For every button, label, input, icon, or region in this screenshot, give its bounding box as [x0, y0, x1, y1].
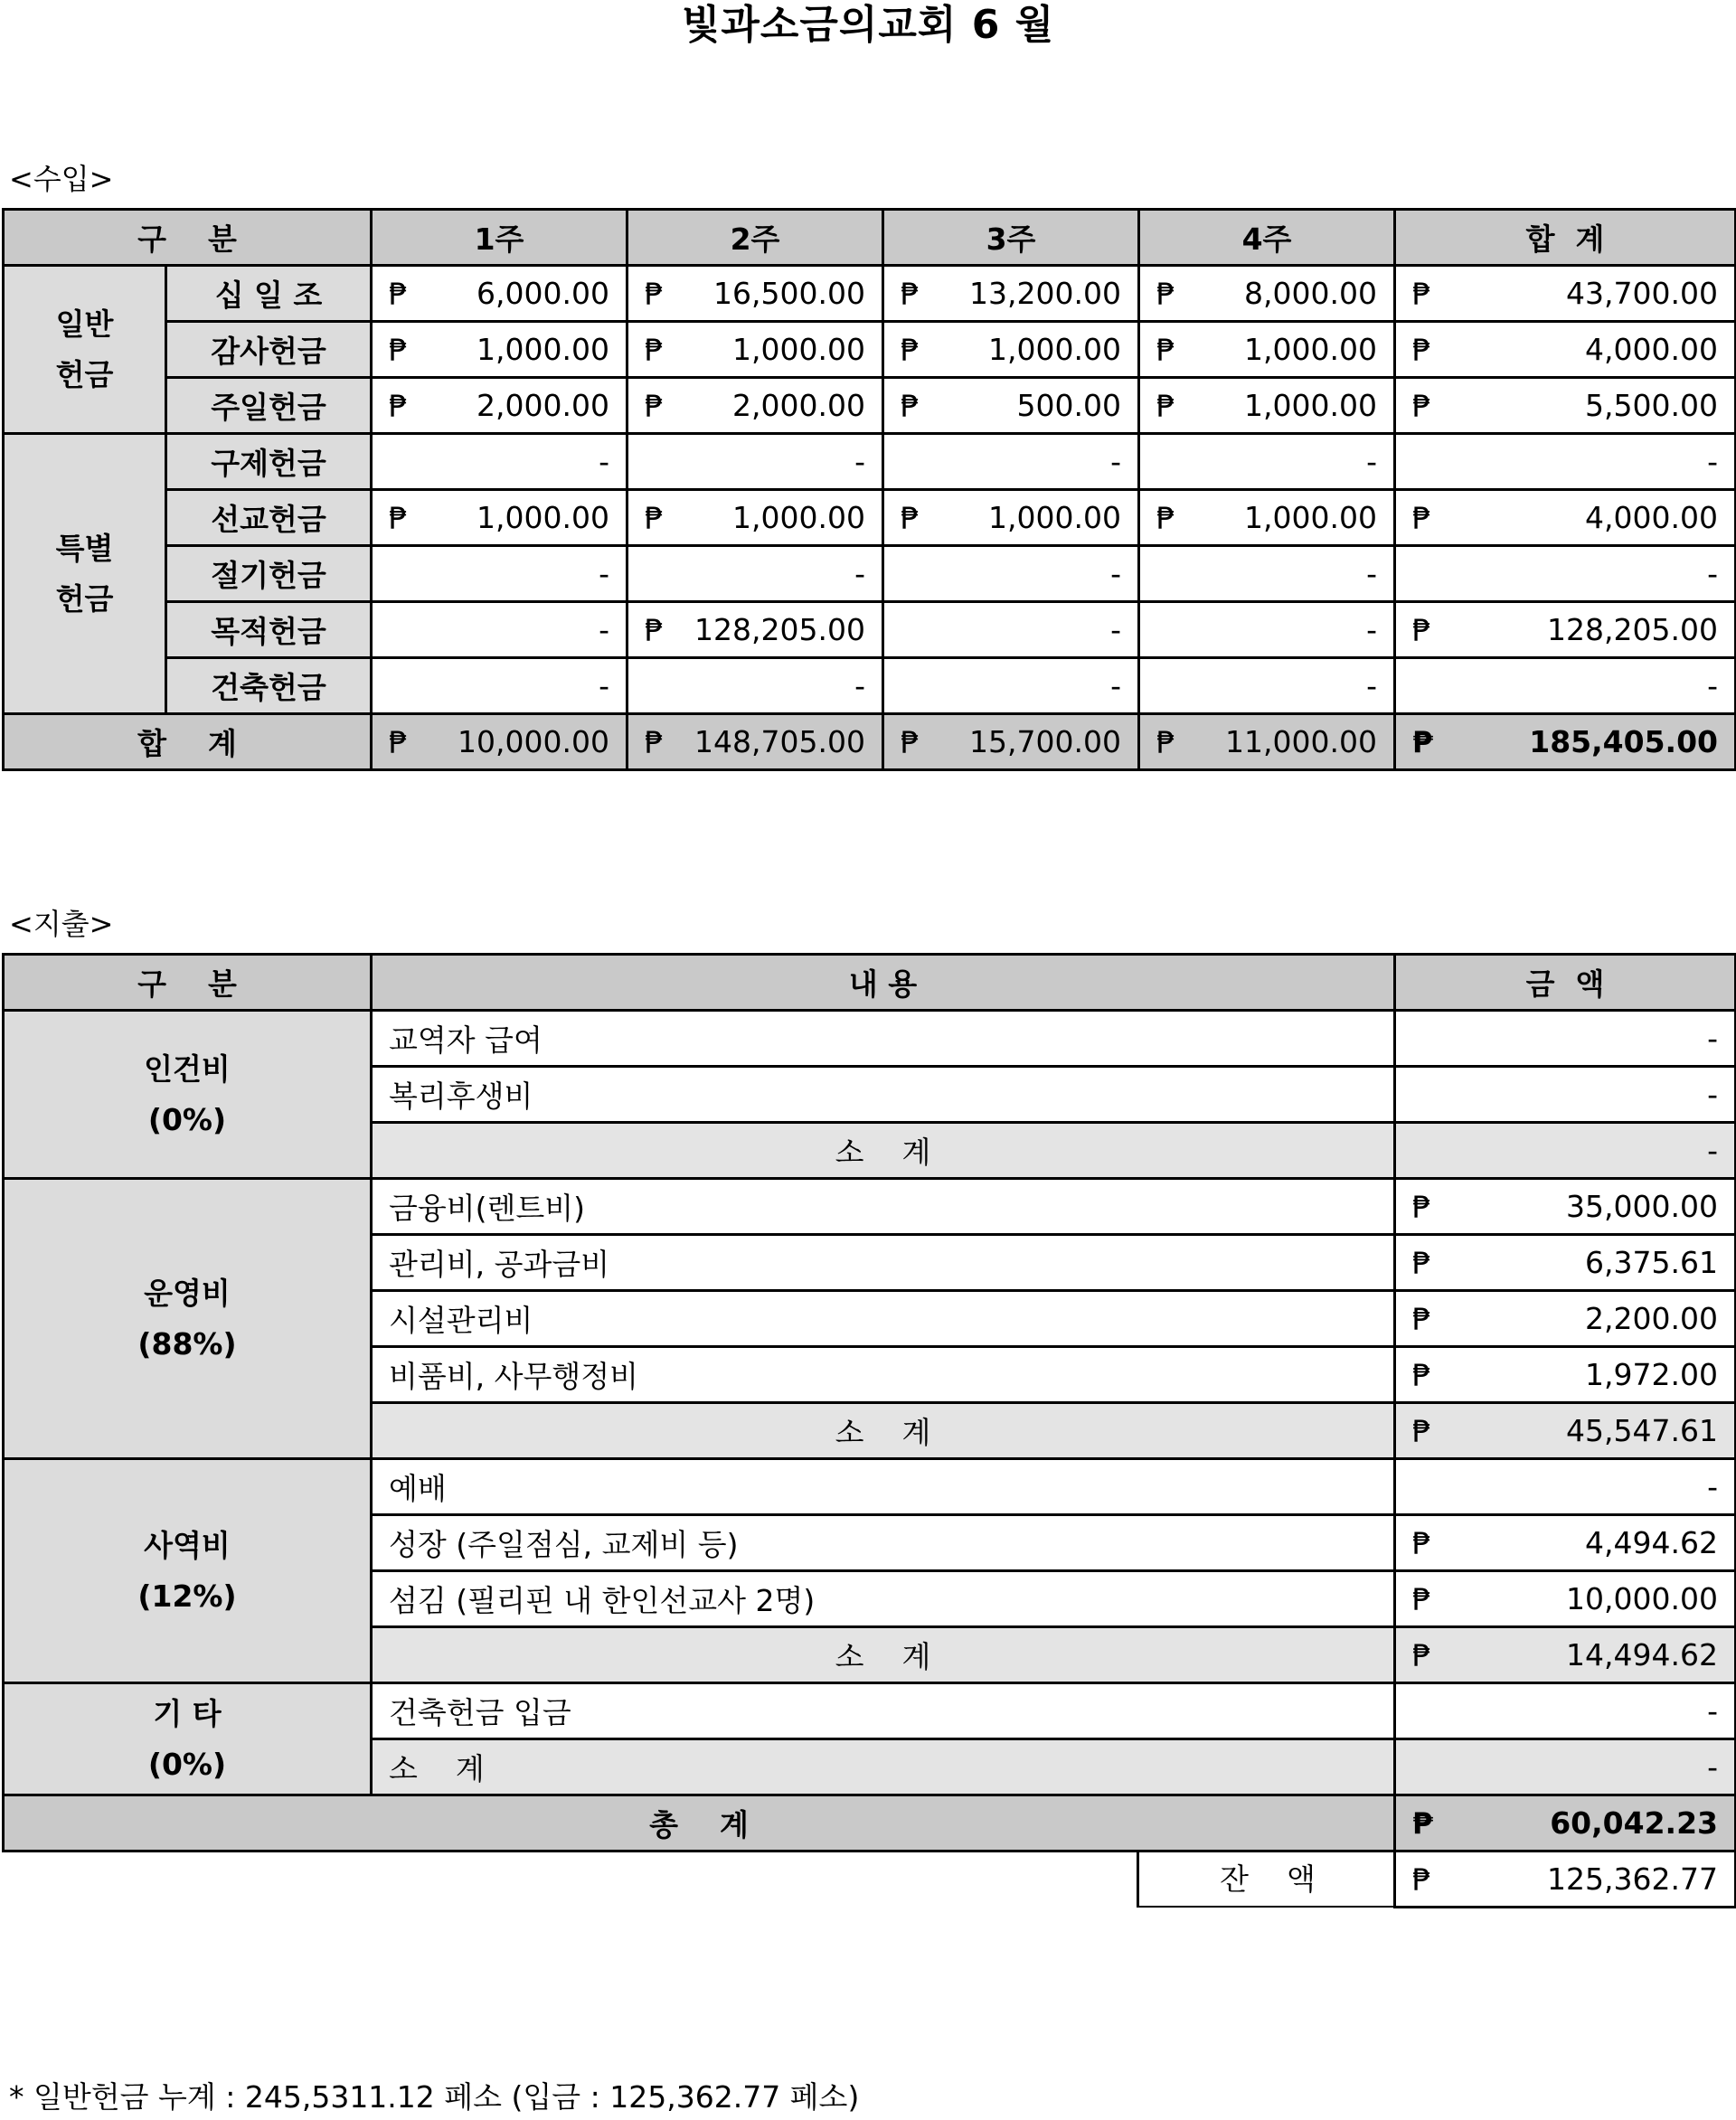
- expense-grand-total-label: 총 계: [4, 1795, 1395, 1851]
- income-w2-cell: [627, 602, 883, 658]
- balance-amount: [1395, 1851, 1736, 1908]
- expense-content: 교역자 급여: [372, 1011, 1395, 1067]
- amount-value: 148,705.00: [694, 724, 865, 759]
- peso-sign: ₱: [901, 332, 920, 367]
- expense-subtotal-amount: [1395, 1403, 1736, 1459]
- peso-sign: ₱: [645, 276, 664, 311]
- peso-sign: ₱: [1412, 1861, 1431, 1897]
- peso-sign: ₱: [1156, 332, 1175, 367]
- peso-sign: ₱: [1412, 388, 1431, 423]
- peso-sign: ₱: [645, 332, 664, 367]
- income-w4-cell: [1139, 322, 1395, 378]
- income-total-w3: [883, 714, 1139, 770]
- expense-group-label: 기 타 (0%): [4, 1683, 372, 1795]
- amount-value: -: [1707, 1693, 1718, 1729]
- amount-value: -: [1707, 1077, 1718, 1112]
- income-total-cell: [1395, 266, 1736, 322]
- income-w3-cell: [883, 546, 1139, 602]
- income-w4-cell: [1139, 546, 1395, 602]
- amount-value: 1,000.00: [1244, 388, 1377, 423]
- expense-subtotal-label: 소 계: [372, 1739, 1395, 1795]
- income-item-label: 건축헌금: [166, 658, 372, 714]
- income-row: [4, 434, 1736, 490]
- income-w2-cell: [627, 322, 883, 378]
- amount-value: -: [1110, 556, 1121, 591]
- amount-value: 1,000.00: [1244, 500, 1377, 535]
- expense-subtotal-amount: [1395, 1123, 1736, 1179]
- expense-content: 성장 (주일점심, 교제비 등): [372, 1515, 1395, 1571]
- income-w3-cell: [883, 378, 1139, 434]
- header-category: 구 분: [4, 210, 372, 266]
- expense-amount-cell: [1395, 1347, 1736, 1403]
- amount-value: -: [599, 444, 609, 479]
- header-amount: 금 액: [1395, 955, 1736, 1011]
- income-w1-cell: [372, 378, 627, 434]
- expense-table: [2, 953, 1736, 1908]
- income-total-cell: [1395, 490, 1736, 546]
- peso-sign: ₱: [389, 724, 408, 759]
- expense-row: [4, 1179, 1736, 1235]
- expense-subtotal-amount: [1395, 1627, 1736, 1683]
- amount-value: 60,042.23: [1550, 1805, 1718, 1841]
- peso-sign: ₱: [901, 276, 920, 311]
- expense-amount-cell: [1395, 1179, 1736, 1235]
- amount-value: 4,000.00: [1585, 332, 1718, 367]
- amount-value: -: [1110, 668, 1121, 703]
- amount-value: 125,362.77: [1547, 1861, 1718, 1897]
- amount-value: 35,000.00: [1566, 1189, 1718, 1224]
- amount-value: -: [1707, 1133, 1718, 1168]
- expense-grand-total-row: [4, 1795, 1736, 1851]
- expense-content: 복리후생비: [372, 1067, 1395, 1123]
- amount-value: 5,500.00: [1585, 388, 1718, 423]
- balance-label: 잔 액: [1137, 1852, 1395, 1908]
- amount-value: 2,200.00: [1585, 1301, 1718, 1336]
- amount-value: 6,375.61: [1585, 1245, 1718, 1280]
- peso-sign: ₱: [1412, 1245, 1431, 1280]
- peso-sign: ₱: [1156, 388, 1175, 423]
- amount-value: 1,000.00: [732, 332, 865, 367]
- income-group-label: 일반 헌금: [4, 266, 166, 434]
- peso-sign: ₱: [645, 500, 664, 535]
- peso-sign: ₱: [1412, 1805, 1433, 1841]
- income-section-label: <수입>: [9, 162, 114, 196]
- expense-row: [4, 1683, 1736, 1739]
- amount-value: -: [854, 668, 865, 703]
- peso-sign: ₱: [1412, 612, 1431, 647]
- amount-value: 500.00: [1016, 388, 1121, 423]
- header-w3: 3주: [883, 210, 1139, 266]
- income-total-cell: [1395, 658, 1736, 714]
- income-total-w4: [1139, 714, 1395, 770]
- peso-sign: ₱: [1156, 500, 1175, 535]
- amount-value: 1,972.00: [1585, 1357, 1718, 1392]
- income-w1-cell: [372, 266, 627, 322]
- amount-value: -: [854, 444, 865, 479]
- expense-header-row: [4, 955, 1736, 1011]
- income-w2-cell: [627, 658, 883, 714]
- peso-sign: ₱: [1412, 1413, 1431, 1448]
- amount-value: -: [599, 612, 609, 647]
- expense-subtotal-label: 소 계: [372, 1627, 1395, 1683]
- peso-sign: ₱: [645, 612, 664, 647]
- income-item-label: 절기헌금: [166, 546, 372, 602]
- amount-value: 45,547.61: [1566, 1413, 1718, 1448]
- income-w1-cell: [372, 658, 627, 714]
- expense-content: 관리비, 공과금비: [372, 1235, 1395, 1291]
- peso-sign: ₱: [389, 276, 408, 311]
- income-total-label: 합 계: [4, 714, 372, 770]
- peso-sign: ₱: [1156, 724, 1175, 759]
- income-total-cell: [1395, 434, 1736, 490]
- amount-value: 1,000.00: [732, 500, 865, 535]
- income-total-row: [4, 714, 1736, 770]
- peso-sign: ₱: [1156, 276, 1175, 311]
- balance-spacer: [4, 1851, 372, 1908]
- expense-row: [4, 1011, 1736, 1067]
- income-total-w2: [627, 714, 883, 770]
- amount-value: 15,700.00: [969, 724, 1121, 759]
- income-w3-cell: [883, 658, 1139, 714]
- header-w2: 2주: [627, 210, 883, 266]
- footnote: * 일반헌금 누계 : 245,5311.12 페소 (입금 : 125,362.77 페소): [9, 2079, 860, 2115]
- income-w4-cell: [1139, 266, 1395, 322]
- income-item-label: 감사헌금: [166, 322, 372, 378]
- balance-row: [4, 1851, 1736, 1908]
- header-total: 합 계: [1395, 210, 1736, 266]
- income-w3-cell: [883, 602, 1139, 658]
- peso-sign: ₱: [1412, 1581, 1431, 1616]
- amount-value: 10,000.00: [458, 724, 609, 759]
- amount-value: -: [1707, 668, 1718, 703]
- income-row: [4, 322, 1736, 378]
- amount-value: 1,000.00: [476, 332, 609, 367]
- amount-value: 11,000.00: [1225, 724, 1377, 759]
- income-w4-cell: [1139, 602, 1395, 658]
- income-w1-cell: [372, 602, 627, 658]
- income-row: [4, 266, 1736, 322]
- income-header-row: [4, 210, 1736, 266]
- amount-value: 6,000.00: [476, 276, 609, 311]
- income-item-label: 구제헌금: [166, 434, 372, 490]
- expense-amount-cell: [1395, 1515, 1736, 1571]
- header-w4: 4주: [1139, 210, 1395, 266]
- amount-value: 2,000.00: [476, 388, 609, 423]
- expense-amount-cell: [1395, 1683, 1736, 1739]
- expense-amount-cell: [1395, 1571, 1736, 1627]
- peso-sign: ₱: [901, 388, 920, 423]
- amount-value: 1,000.00: [988, 332, 1121, 367]
- expense-grand-total-amount: [1395, 1795, 1736, 1851]
- expense-amount-cell: [1395, 1235, 1736, 1291]
- expense-content: 비품비, 사무행정비: [372, 1347, 1395, 1403]
- income-group-label: 특별 헌금: [4, 434, 166, 714]
- income-total-cell: [1395, 378, 1736, 434]
- peso-sign: ₱: [389, 388, 408, 423]
- expense-group-label: 사역비 (12%): [4, 1459, 372, 1683]
- income-item-label: 십 일 조: [166, 266, 372, 322]
- peso-sign: ₱: [901, 724, 920, 759]
- expense-content: 예배: [372, 1459, 1395, 1515]
- income-row: [4, 658, 1736, 714]
- income-w4-cell: [1139, 658, 1395, 714]
- amount-value: 13,200.00: [969, 276, 1121, 311]
- expense-amount-cell: [1395, 1011, 1736, 1067]
- income-w2-cell: [627, 378, 883, 434]
- income-w3-cell: [883, 490, 1139, 546]
- amount-value: 4,000.00: [1585, 500, 1718, 535]
- income-row: [4, 602, 1736, 658]
- income-w1-cell: [372, 322, 627, 378]
- expense-amount-cell: [1395, 1067, 1736, 1123]
- amount-value: 128,205.00: [694, 612, 865, 647]
- amount-value: -: [1110, 612, 1121, 647]
- income-w3-cell: [883, 322, 1139, 378]
- expense-content: 시설관리비: [372, 1291, 1395, 1347]
- peso-sign: ₱: [1412, 276, 1431, 311]
- income-item-label: 목적헌금: [166, 602, 372, 658]
- peso-sign: ₱: [1412, 1525, 1431, 1560]
- peso-sign: ₱: [389, 332, 408, 367]
- income-total-cell: [1395, 602, 1736, 658]
- income-w2-cell: [627, 546, 883, 602]
- amount-value: 1,000.00: [1244, 332, 1377, 367]
- peso-sign: ₱: [645, 388, 664, 423]
- income-total-cell: [1395, 546, 1736, 602]
- peso-sign: ₱: [1412, 332, 1431, 367]
- amount-value: -: [1366, 612, 1377, 647]
- peso-sign: ₱: [1412, 724, 1433, 759]
- income-w1-cell: [372, 546, 627, 602]
- amount-value: -: [1707, 1749, 1718, 1785]
- amount-value: 128,205.00: [1547, 612, 1718, 647]
- peso-sign: ₱: [1412, 500, 1431, 535]
- income-w3-cell: [883, 266, 1139, 322]
- peso-sign: ₱: [901, 500, 920, 535]
- amount-value: -: [1366, 668, 1377, 703]
- peso-sign: ₱: [1412, 1637, 1431, 1672]
- amount-value: -: [1707, 444, 1718, 479]
- income-total-w1: [372, 714, 627, 770]
- expense-subtotal-label: 소 계: [372, 1403, 1395, 1459]
- amount-value: 4,494.62: [1585, 1525, 1718, 1560]
- amount-value: 10,000.00: [1566, 1581, 1718, 1616]
- income-item-label: 선교헌금: [166, 490, 372, 546]
- balance-label-cell: [372, 1851, 1395, 1908]
- amount-value: -: [1366, 556, 1377, 591]
- peso-sign: ₱: [645, 724, 664, 759]
- income-w2-cell: [627, 490, 883, 546]
- amount-value: 1,000.00: [476, 500, 609, 535]
- expense-content: 금융비(렌트비): [372, 1179, 1395, 1235]
- expense-amount-cell: [1395, 1459, 1736, 1515]
- expense-group-label: 인건비 (0%): [4, 1011, 372, 1179]
- amount-value: 14,494.62: [1566, 1637, 1718, 1672]
- amount-value: 43,700.00: [1566, 276, 1718, 311]
- amount-value: -: [1707, 556, 1718, 591]
- amount-value: -: [1707, 1021, 1718, 1056]
- expense-group-label: 운영비 (88%): [4, 1179, 372, 1459]
- income-w1-cell: [372, 490, 627, 546]
- income-item-label: 주일헌금: [166, 378, 372, 434]
- income-row: [4, 490, 1736, 546]
- income-row: [4, 546, 1736, 602]
- peso-sign: ₱: [1412, 1189, 1431, 1224]
- income-w4-cell: [1139, 378, 1395, 434]
- income-total-cell: [1395, 322, 1736, 378]
- income-grand-total: [1395, 714, 1736, 770]
- income-table: [2, 208, 1736, 771]
- expense-content: 건축헌금 입금: [372, 1683, 1395, 1739]
- amount-value: 2,000.00: [732, 388, 865, 423]
- income-w4-cell: [1139, 434, 1395, 490]
- amount-value: -: [599, 556, 609, 591]
- income-w2-cell: [627, 434, 883, 490]
- page-title: 빛과소금의교회 6 월: [681, 2, 1055, 48]
- peso-sign: ₱: [1412, 1301, 1431, 1336]
- amount-value: -: [1707, 1469, 1718, 1504]
- expense-content: 섬김 (필리핀 내 한인선교사 2명): [372, 1571, 1395, 1627]
- amount-value: 1,000.00: [988, 500, 1121, 535]
- peso-sign: ₱: [1412, 1357, 1431, 1392]
- amount-value: 185,405.00: [1529, 724, 1718, 759]
- amount-value: 8,000.00: [1244, 276, 1377, 311]
- income-w1-cell: [372, 434, 627, 490]
- income-w2-cell: [627, 266, 883, 322]
- expense-row: [4, 1459, 1736, 1515]
- income-w3-cell: [883, 434, 1139, 490]
- expense-subtotal-label: 소 계: [372, 1123, 1395, 1179]
- amount-value: -: [854, 556, 865, 591]
- header-category: 구 분: [4, 955, 372, 1011]
- expense-amount-cell: [1395, 1291, 1736, 1347]
- header-w1: 1주: [372, 210, 627, 266]
- income-w4-cell: [1139, 490, 1395, 546]
- amount-value: -: [1366, 444, 1377, 479]
- expense-subtotal-amount: [1395, 1739, 1736, 1795]
- header-content: 내 용: [372, 955, 1395, 1011]
- amount-value: -: [1110, 444, 1121, 479]
- amount-value: -: [599, 668, 609, 703]
- income-row: [4, 378, 1736, 434]
- amount-value: 16,500.00: [713, 276, 865, 311]
- expense-section-label: <지출>: [9, 907, 114, 941]
- peso-sign: ₱: [389, 500, 408, 535]
